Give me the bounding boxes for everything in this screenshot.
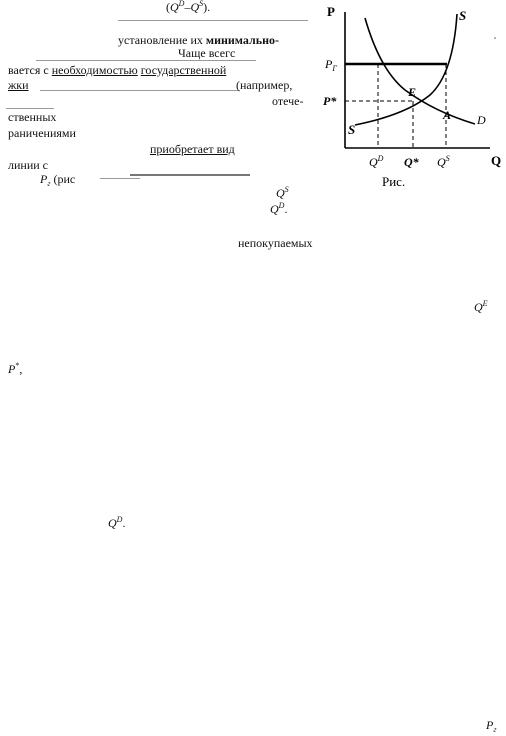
demand-curve bbox=[365, 18, 475, 124]
text-ris: (рис bbox=[53, 172, 76, 186]
text-q-e: Q bbox=[474, 300, 483, 314]
dark-rule-1 bbox=[130, 174, 250, 176]
text-p-g-2-sub: г bbox=[493, 725, 497, 734]
text-fragment-18 bbox=[486, 718, 496, 734]
text-q-e-sup: Е bbox=[482, 299, 488, 308]
axis-p-label: P bbox=[327, 4, 335, 19]
text-p-star-sup: * bbox=[15, 361, 20, 370]
text-fragment-2 bbox=[178, 46, 235, 60]
text-oteche: отече- bbox=[272, 94, 304, 108]
text-q-d-2: Q bbox=[108, 516, 117, 530]
text-p-g-sub: г bbox=[47, 179, 51, 188]
formula-q-demand-sup: D bbox=[178, 0, 185, 8]
text-fragment-5 bbox=[236, 78, 292, 92]
faint-rule-5 bbox=[100, 178, 140, 179]
text-q-d-dot: . bbox=[284, 202, 288, 216]
text-fragment-6 bbox=[272, 94, 303, 108]
text-q-s-sup: S bbox=[284, 185, 289, 194]
text-nepokupaemyh: непокупаемых bbox=[238, 236, 313, 250]
text-p-g-2: P bbox=[486, 718, 494, 732]
text-q-d: Q bbox=[270, 202, 279, 216]
formula-q-demand: Q bbox=[170, 0, 179, 14]
text-fragment-13 bbox=[270, 202, 287, 218]
text-fragment-11 bbox=[40, 172, 75, 188]
faint-rule-4 bbox=[6, 108, 54, 109]
text-fragment-7 bbox=[8, 110, 56, 124]
text-fragment-17 bbox=[108, 516, 125, 532]
text-gosudarstvennoy: государственной bbox=[140, 63, 227, 77]
text-fragment-1 bbox=[118, 33, 279, 47]
text-q-d-2-sup: D bbox=[116, 515, 123, 524]
text-fragment-16 bbox=[8, 362, 22, 378]
text-minimalno: минимально- bbox=[205, 33, 279, 47]
supply-demand-figure bbox=[305, 0, 506, 200]
text-chashe: Чаще всегс bbox=[178, 46, 236, 60]
text-vaetsya: вается с bbox=[8, 63, 49, 77]
faint-rule-1 bbox=[118, 20, 308, 21]
formula-open: ( bbox=[166, 0, 170, 14]
text-zhki: жки bbox=[8, 78, 29, 92]
label-point-a: A bbox=[443, 108, 452, 122]
text-p-star: P bbox=[8, 362, 16, 376]
text-p-g: P bbox=[40, 172, 48, 186]
text-fragment-9 bbox=[150, 142, 235, 156]
faint-rule-2 bbox=[36, 60, 256, 61]
text-fragment-3 bbox=[8, 63, 226, 77]
text-linii: линии с bbox=[8, 158, 49, 172]
text-naprimer: (например, bbox=[236, 78, 293, 92]
formula-close: ). bbox=[203, 0, 211, 14]
figure-caption: Рис. bbox=[382, 174, 406, 189]
text-neobhodimost: необходимостью bbox=[51, 63, 138, 77]
label-demand-d: D bbox=[477, 113, 486, 127]
formula-q-supply: Q bbox=[190, 0, 200, 14]
tick-qd: $Q^D$ bbox=[369, 154, 384, 169]
text-p-star-comma: , bbox=[19, 362, 23, 376]
supply-curve bbox=[355, 14, 457, 125]
axis-q-label: Q bbox=[491, 153, 502, 168]
label-supply-s-top: S bbox=[459, 8, 467, 23]
text-stvennyh: ственных bbox=[8, 110, 57, 124]
text-fragment-8 bbox=[8, 126, 76, 140]
formula-shortage bbox=[166, 0, 210, 16]
text-q-d-2-dot: . bbox=[122, 516, 126, 530]
text-q-s: Q bbox=[276, 186, 285, 200]
text-fragment-10 bbox=[8, 158, 48, 172]
tick-qs: $Q^S$ bbox=[437, 154, 450, 169]
label-pstar: P* bbox=[323, 94, 337, 108]
label-equilibrium-e: E bbox=[408, 85, 417, 99]
faint-rule-3 bbox=[40, 90, 240, 91]
text-priobretaet: приобретает вид bbox=[150, 142, 235, 156]
text-fragment-4 bbox=[8, 78, 29, 92]
text-ustanovlenie: установление их bbox=[118, 33, 203, 47]
text-q-d-sup: D bbox=[278, 201, 285, 210]
text-fragment-15 bbox=[474, 300, 488, 316]
formula-dash: – bbox=[184, 0, 191, 14]
formula-q-supply-sup: S bbox=[199, 0, 204, 8]
label-pg: $P_Г$ bbox=[325, 57, 337, 73]
scan-speck bbox=[494, 37, 496, 39]
label-supply-s-bottom: S bbox=[348, 122, 356, 137]
tick-qstar: Q* bbox=[404, 155, 419, 169]
text-fragment-12 bbox=[276, 186, 289, 202]
text-ranicheniyami: раничениями bbox=[8, 126, 76, 140]
text-fragment-14 bbox=[238, 236, 313, 250]
